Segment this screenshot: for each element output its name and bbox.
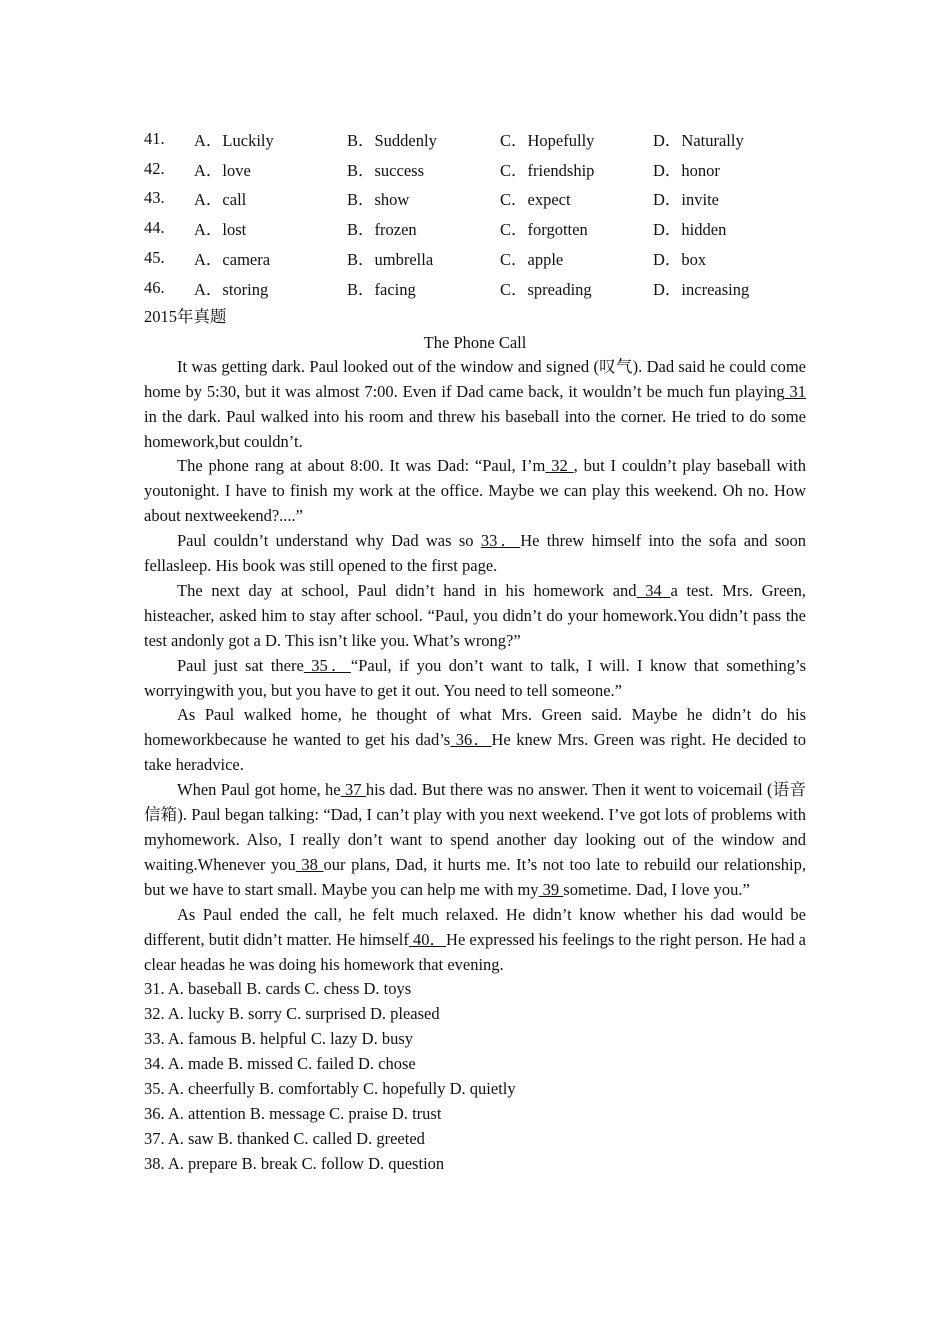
answer-option-line: 37. A. saw B. thanked C. called D. greeted — [144, 1128, 425, 1148]
answer-option-line: 31. A. baseball B. cards C. chess D. toys — [144, 979, 412, 999]
answer-option-line: 33. A. famous B. helpful C. lazy D. busy — [144, 1029, 414, 1049]
paragraph-text: , but I couldn’t play baseball with youtonight. I have to finish my work at the office. Maybe we can play this weekend. Oh no. How about nextweekend?....” — [144, 456, 806, 526]
option-row — [144, 124, 806, 154]
answer-options-list — [144, 977, 806, 1176]
option-d: D．honor — [653, 160, 720, 180]
paragraph-text: As Paul ended the call, he felt much relaxed. He didn’t know whether his dad would be different, butit didn’t matter. He himself — [144, 904, 806, 949]
question-number: 46. — [144, 277, 165, 297]
option-row — [144, 154, 806, 184]
option-d: D．box — [653, 250, 707, 270]
question-number: 45. — [144, 248, 165, 268]
blank-number: 32 — [545, 456, 574, 476]
blank-number: 39 — [538, 879, 564, 899]
option-row — [144, 184, 806, 214]
option-row — [144, 273, 806, 303]
paragraph-text: He knew Mrs. Green was right. He decided to take heradvice. — [144, 730, 806, 775]
passage-title: The Phone Call — [423, 332, 527, 352]
blank-number: 38 — [295, 854, 324, 874]
option-b: B．Suddenly — [347, 130, 437, 150]
paragraph-text: Paul couldn’t understand why Dad was so — [177, 531, 481, 551]
paragraph-text: When Paul got home, he — [177, 780, 341, 800]
option-b: B．show — [347, 190, 410, 210]
option-b: B．umbrella — [347, 250, 434, 270]
paragraph-text: Paul just sat there — [177, 655, 304, 675]
option-a: A．Luckily — [194, 130, 274, 150]
option-a: A．camera — [194, 250, 271, 270]
option-d: D．invite — [653, 190, 719, 210]
option-c: C．spreading — [500, 279, 592, 299]
option-a: A．lost — [194, 220, 247, 240]
answer-option-line: 35. A. cheerfully B. comfortably C. hopefully D. quietly — [144, 1079, 516, 1099]
option-b: B．frozen — [347, 220, 417, 240]
answer-option-line: 34. A. made B. missed C. failed D. chose — [144, 1054, 416, 1074]
paragraph-text: his dad. But there was no answer. Then it went to voicemail (语音信箱). Paul began talking: “Dad, I can’t play with you next weekend. I’ve got lots of problems with myhomework. Also, I really don’t want to spend another day looking out of the window and waiting.Whenever you — [144, 780, 807, 874]
paragraph-text: our plans, Dad, it hurts me. It’s not too late to rebuild our relationship, but we have to start small. Maybe you can help me with my — [144, 854, 807, 899]
option-a: A．love — [194, 160, 251, 180]
option-a: A．storing — [194, 279, 269, 299]
blank-number: 34 — [636, 580, 671, 600]
options-table — [144, 124, 806, 303]
passage-paragraph — [144, 778, 806, 903]
option-a: A．call — [194, 190, 247, 210]
paragraph-text: As Paul walked home, he thought of what Mrs. Green said. Maybe he didn’t do his homeworkbecause he wanted to get his dad’s — [144, 705, 806, 750]
blank-number: 36． — [450, 730, 492, 750]
option-row — [144, 243, 806, 273]
blank-number: 37 — [340, 780, 366, 800]
blank-number: 35． — [303, 655, 351, 675]
question-number: 41. — [144, 128, 165, 148]
paragraph-text: “Paul, if you don’t want to talk, I will. I know that something’s worryingwith you, but you have to get it out. You need to tell someone.” — [144, 655, 806, 700]
passage-paragraph — [144, 529, 806, 579]
answer-option-line: 38. A. prepare B. break C. follow D. question — [144, 1153, 445, 1173]
paragraph-text: The phone rang at about 8:00. It was Dad: “Paul, I’m — [177, 456, 546, 476]
question-number: 44. — [144, 218, 165, 238]
blank-number: 31 — [784, 381, 807, 401]
option-c: C．Hopefully — [500, 130, 595, 150]
paragraph-text: He expressed his feelings to the right person. He had a clear headas he was doing his homework that evening. — [144, 929, 806, 974]
passage — [144, 355, 806, 978]
paragraph-text: a test. Mrs. Green, histeacher, asked him to stay after school. “Paul, you didn’t do your homework.You didn’t pass the test andonly got a D. This isn’t like you. What’s wrong?” — [144, 580, 807, 650]
answer-option-line: 36. A. attention B. message C. praise D. trust — [144, 1103, 442, 1123]
option-b: B．facing — [347, 279, 416, 299]
paragraph-text: in the dark. Paul walked into his room and threw his baseball into the corner. He tried to do some homework,but couldn’t. — [144, 406, 806, 451]
paragraph-text: He threw himself into the sofa and soon fellasleep. His book was still opened to the first page. — [144, 531, 807, 576]
passage-paragraph — [144, 654, 806, 704]
passage-paragraph — [144, 579, 806, 654]
option-d: D．hidden — [653, 220, 727, 240]
option-c: C．expect — [500, 190, 571, 210]
question-number: 42. — [144, 158, 165, 178]
passage-paragraph — [144, 903, 806, 978]
paragraph-text: sometime. Dad, I love you.” — [563, 879, 750, 899]
option-row — [144, 213, 806, 243]
blank-number: 33． — [480, 531, 521, 551]
blank-number: 40． — [408, 929, 447, 949]
option-d: D．Naturally — [653, 130, 744, 150]
option-c: C．friendship — [500, 160, 595, 180]
paragraph-text: It was getting dark. Paul looked out of the window and signed (叹气). Dad said he could come home by 5:30, but it was almost 7:00. Even if Dad came back, it wouldn’t be much fun playing — [144, 356, 806, 401]
paragraph-text: The next day at school, Paul didn’t hand in his homework and — [177, 580, 637, 600]
option-d: D．increasing — [653, 279, 750, 299]
answer-option-line: 32. A. lucky B. sorry C. surprised D. pleased — [144, 1004, 440, 1024]
passage-paragraph — [144, 355, 806, 455]
passage-paragraph — [144, 454, 806, 529]
option-c: C．forgotten — [500, 220, 588, 240]
option-c: C．apple — [500, 250, 564, 270]
year-heading: 2015年真题 — [144, 306, 227, 326]
option-b: B．success — [347, 160, 424, 180]
passage-paragraph — [144, 703, 806, 778]
question-number: 43. — [144, 188, 165, 208]
page-content — [144, 124, 806, 1177]
